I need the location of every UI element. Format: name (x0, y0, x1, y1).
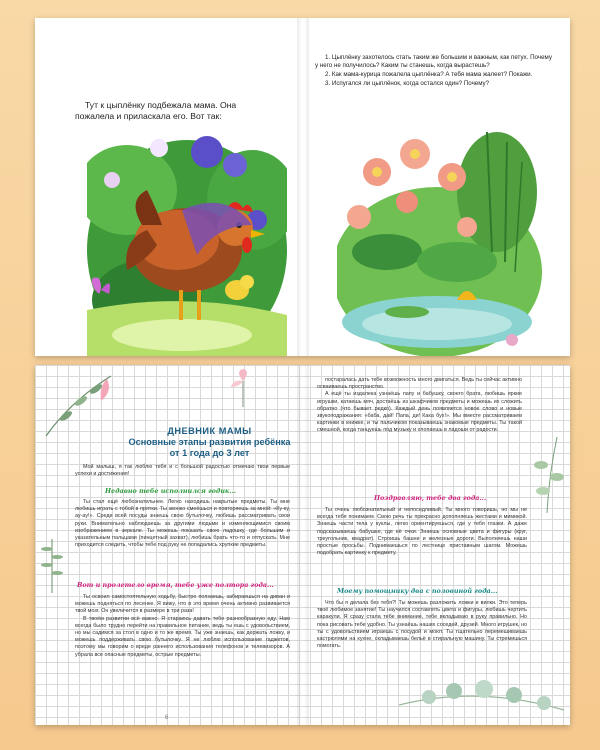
book-gutter (297, 365, 309, 725)
para1-text: Ты стал ещё любознательнее. Легко находишь накрытые предметы. Ты мне любишь играть с тобой в прятки. Ты звонко смеёшься и повторяешь за мной: «Ку-ку, ау-ау!». Среди всей посуды знаешь свою бутылочку, любишь рассматривать свои руки. Внимательно наблюдаешь за другими людьми и изменяющимися своим изображением в зеркале. Ты можешь показать свою ладошку, где большим и указательным пальцами (пинцетный захват), любишь брать что-то и отпускать. Мне приходится следить, чтобы тебе под руку не попадались хрупкие предметы. (75, 499, 290, 549)
diary-intro (75, 464, 290, 478)
hen-illustration (87, 130, 287, 356)
paragraph-right-top (317, 377, 522, 435)
diary-page-left (35, 365, 297, 725)
diary-title-sub: Основные этапы развития ребёнка (128, 437, 291, 447)
question-1: 1. Цыплёнку захотелось стать таким же большим и важным, как петух. Почему у него не получилось? Каким ты станешь, когда вырастешь? (315, 54, 552, 69)
heading-one-year: Недавно тебе исполнился годик... (105, 487, 237, 495)
top-spread (35, 18, 570, 356)
diary-title-age: от 1 года до 3 лет (169, 448, 250, 458)
eucalyptus-decoration-icon (399, 665, 569, 723)
intro-text: Мой малыш, я так люблю тебя и с большой радостью отмечаю твои первые успехи и достижения! (75, 464, 290, 478)
bottom-spread (35, 365, 570, 725)
story-text: Тут к цыплёнку подбежала мама. Она пожалела и приласкала его. Вот так: (75, 100, 237, 121)
paragraph-one-year (75, 499, 290, 549)
heading-two-and-half: Моему помощнику два с половиной года... (337, 587, 498, 595)
paragraph-two-years (317, 507, 527, 557)
question-2: 2. Как мама-курица пожалела цыплёнка? А тебя мама жалеет? Покажи. (325, 71, 533, 78)
flower-decoration-icon (213, 369, 273, 409)
para3-text: В твоём развитии всё важно. Я стараюсь давать тебе разнообразную еду. Нам всегда было трудно перейти на правильное питание, ведь ты ешь с удовольствием, но мы садимся за стол в одно и то же время. Ты уже знаешь, как держать ложку, и можешь поддерживать свою бутылочку. Я не люблю использование гаджетов, поэтому мы говорим о вреде раннего использования телефонов и телевизоров. А убрала все опасные предметы, острые предметы. (75, 615, 290, 658)
para5-text: Что бы я делала без тебя?! Ты можешь разложить ложки и вилки. Это теперь твоё любимое занятие! Ты научился составлять цвета и фигуры, любишь чертить каракули. Я сразу стала тебе внимание, тебе вкладываю в руку правильно. Но пока рисовать тебе удобно. Ты узнаёшь наших соседей, друзей. Много игрушек, но ты с удовольствием играешь с посудой и моют. Ты тщательно перемешиваешь кастрюлями на кухне, складываешь бельё в стиральную машину. Ты стремишься помогать. (317, 600, 527, 650)
heading-two-years: Поздравляю, тебе два года... (374, 494, 487, 502)
branch-decoration-icon (527, 435, 567, 515)
para-top2-text: А ещё ты издалека узнаёшь папу и бабушку, своего брата, любишь яркие игрушки, катаешь мяч, достаёшь из шкафчиков предметы и можешь их сложить обратно (что бывает редко). Каждый день появляется новое слово и новые звукоподражания: «баба, дай! Папа, ди! Кака бух!». Мы вместе рассматриваем картинки в книжке, и ты пальчиком показываешь знакомые предметы. Ты такой смешной, когда танцуешь под музыку и хлопаешь в ладоши от радости. (317, 391, 522, 434)
story-page-right (309, 18, 570, 356)
para4-text: Ты очень любознательный и непоседливый. Ты много говоришь, но мы не всегда тебя понимаем. Свою речь ты прекрасно дополняешь жестами и мимикой. Знаешь части тела у куклы, легко ориентируешься, где у тебя глазки. А даже подсказываешь бабушке, где её очки. Знаешь основные цвета и фигуры (круг, треугольник, квадрат). Строишь башни и железные дороги. Выполняешь наши простые просьбы. Поднимаешься по лестнице приставным шагом. Можешь подобрать картинку к предмету. (317, 507, 527, 557)
para2-text: Ты освоил самостоятельную ходьбу, быстро ползаешь, забираешься на диван и можешь подняться по лесенке. Я вижу, что в это время очень активно развивается твой мозг. Он увеличится в размере в три раза! (75, 594, 290, 615)
leaf-decoration-icon (41, 371, 121, 441)
diary-title-main: ДНЕВНИК МАМЫ (167, 426, 252, 436)
page-number-left: 6 (165, 715, 169, 721)
question-3: 3. Испугался ли цыплёнок, когда остался один? Почему? (325, 80, 490, 87)
diary-page-right (309, 365, 570, 725)
para-top-text: постаралась дать тебе возможность много двигаться. Ведь ты сейчас активно осваиваешь пространство. (317, 377, 522, 391)
heading-one-and-half: Вот и пролетело время, тебе уже полтора года... (77, 581, 274, 589)
paragraph-one-and-half (75, 594, 290, 659)
book-gutter (297, 18, 309, 356)
pond-flowers-illustration (337, 132, 542, 356)
story-questions (315, 54, 553, 89)
paragraph-two-and-half (317, 600, 527, 650)
story-page-left (35, 18, 297, 356)
diary-title (127, 426, 292, 459)
fern-decoration-icon (37, 535, 67, 595)
